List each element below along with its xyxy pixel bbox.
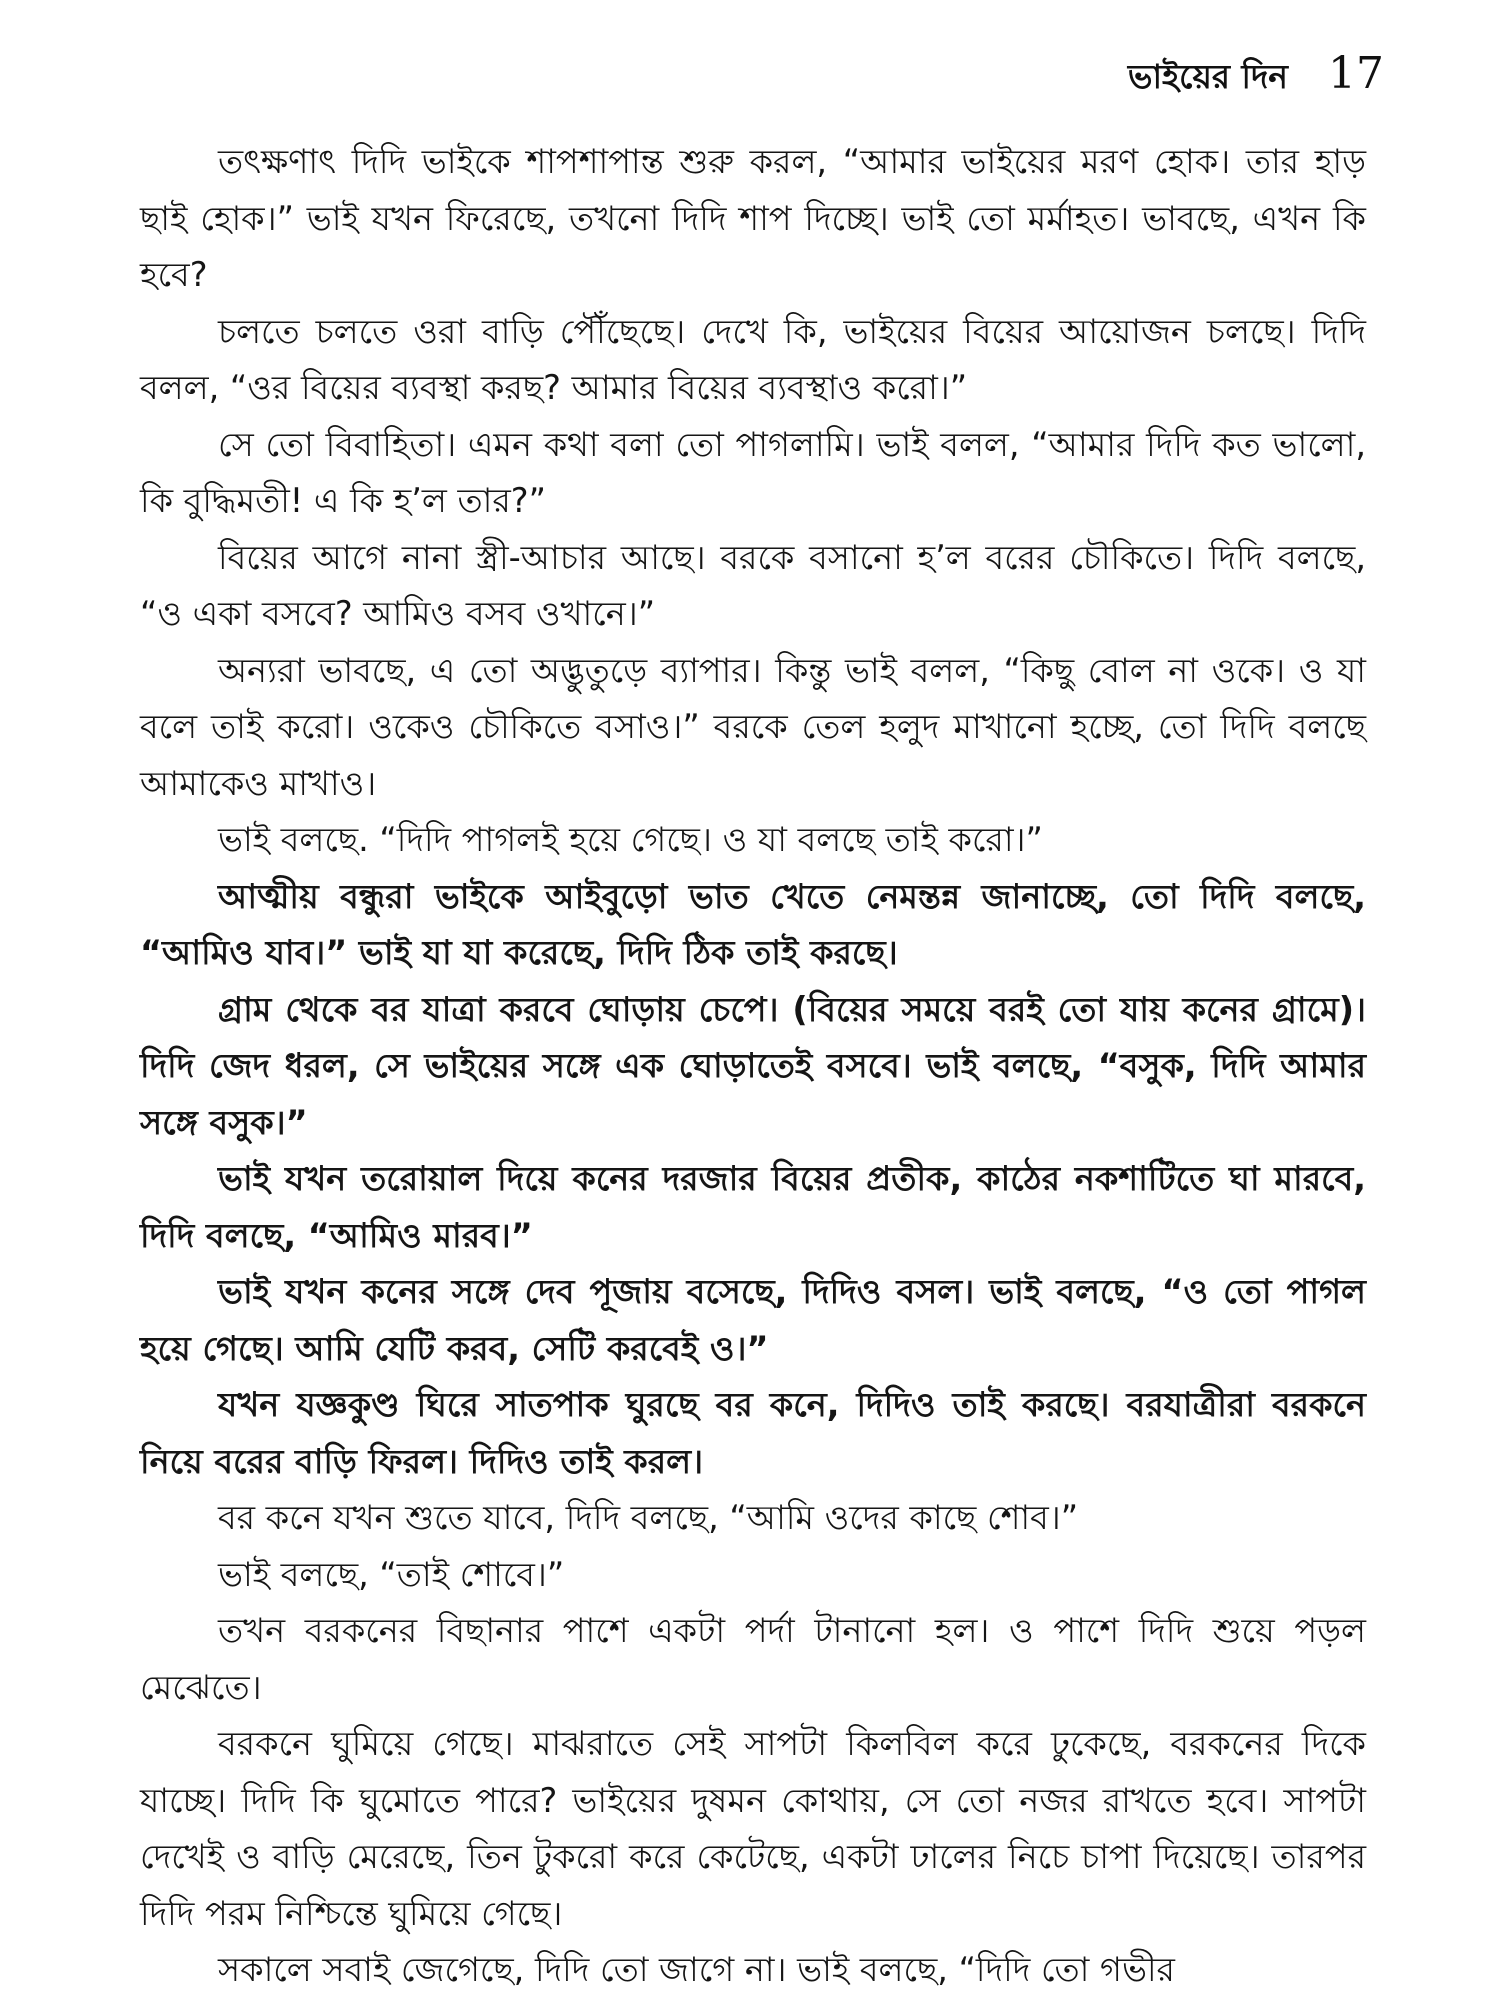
paragraph: গ্রাম থেকে বর যাত্রা করবে ঘোড়ায় চেপে। (বিয়ের সময়ে বরই তো যায় কনের গ্রামে)। দিদি জেদ ধরল, সে ভাইয়ের সঙ্গে এক ঘোড়াতেই বসবে। ভাই বলছে, “বসুক, দিদি আমার সঙ্গে বসুক।” [140, 989, 1366, 1142]
paragraph: আত্মীয় বন্ধুরা ভাইকে আইবুড়ো ভাত খেতে নেমন্তন্ন জানাচ্ছে, তো দিদি বলছে, “আমিও যাব।” ভাই যা যা করেছে, দিদি ঠিক তাই করছে। [140, 876, 1366, 972]
page-number: 17 [1328, 48, 1384, 99]
chapter-title: ভাইয়ের দিন [1127, 57, 1288, 96]
body-text [140, 134, 1366, 1999]
paragraph: ভাই বলছে. “দিদি পাগলই হয়ে গেছে। ও যা বলছে তাই করো।” [218, 820, 1043, 859]
paragraph: তখন বরকনের বিছানার পাশে একটা পর্দা টানানো হল। ও পাশে দিদি শুয়ে পড়ল মেঝেতে। [140, 1611, 1366, 1707]
paragraph: চলতে চলতে ওরা বাড়ি পৌঁছেছে। দেখে কি, ভাইয়ের বিয়ের আয়োজন চলছে। দিদি বলল, “ওর বিয়ের ব্যবস্থা করছ? আমার বিয়ের ব্যবস্থাও করো।” [140, 311, 1366, 407]
paragraph: ভাই যখন তরোয়াল দিয়ে কনের দরজার বিয়ের প্রতীক, কাঠের নকশাটিতে ঘা মারবে, দিদি বলছে, “আমিও মারব।” [140, 1159, 1366, 1255]
paragraph: তৎক্ষণাৎ দিদি ভাইকে শাপশাপান্ত শুরু করল, “আমার ভাইয়ের মরণ হোক। তার হাড় ছাই হোক।” ভাই যখন ফিরেছে, তখনো দিদি শাপ দিচ্ছে। ভাই তো মর্মাহত। ভাবছে, এখন কি হবে? [140, 142, 1366, 294]
paragraph: যখন যজ্ঞকুণ্ড ঘিরে সাতপাক ঘুরছে বর কনে, দিদিও তাই করছে। বরযাত্রীরা বরকনে নিয়ে বরের বাড়ি ফিরল। দিদিও তাই করল। [140, 1385, 1366, 1481]
paragraph: সে তো বিবাহিতা। এমন কথা বলা তো পাগলামি। ভাই বলল, “আমার দিদি কত ভালো, কি বুদ্ধিমতী! এ কি হ’ল তার?” [140, 424, 1366, 520]
paragraph: অন্যরা ভাবছে, এ তো অদ্ভুতুড়ে ব্যাপার। কিন্তু ভাই বলল, “কিছু বোল না ওকে। ও যা বলে তাই করো। ওকেও চৌকিতে বসাও।” বরকে তেল হলুদ মাখানো হচ্ছে, তো দিদি বলছে আমাকেও মাখাও। [140, 650, 1366, 803]
paragraph: ভাই বলছে, “তাই শোবে।” [218, 1554, 565, 1594]
paragraph: বর কনে যখন শুতে যাবে, দিদি বলছে, “আমি ওদের কাছে শোব।” [218, 1498, 1079, 1537]
running-header [1128, 48, 1384, 107]
paragraph: সকালে সবাই জেগেছে, দিদি তো জাগে না। ভাই বলছে, “দিদি তো গভীর [218, 1950, 1175, 1989]
paragraph: বরকনে ঘুমিয়ে গেছে। মাঝরাতে সেই সাপটা কিলবিল করে ঢুকেছে, বরকনের দিকে যাচ্ছে। দিদি কি ঘুমোতে পারে? ভাইয়ের দুষমন কোথায়, সে তো নজর রাখতে হবে। সাপটা দেখেই ও বাড়ি মেরেছে, তিন টুকরো করে কেটেছে, একটা ঢালের নিচে চাপা দিয়েছে। তারপর দিদি পরম নিশ্চিন্তে ঘুমিয়ে গেছে। [140, 1724, 1366, 1933]
paragraph: ভাই যখন কনের সঙ্গে দেব পূজায় বসেছে, দিদিও বসল। ভাই বলছে, “ও তো পাগল হয়ে গেছে। আমি যেটি করব, সেটি করবেই ও।” [140, 1272, 1366, 1368]
paragraph: বিয়ের আগে নানা স্ত্রী-আচার আছে। বরকে বসানো হ’ল বরের চৌকিতে। দিদি বলছে, “ও একা বসবে? আমিও বসব ওখানে।” [140, 537, 1366, 633]
